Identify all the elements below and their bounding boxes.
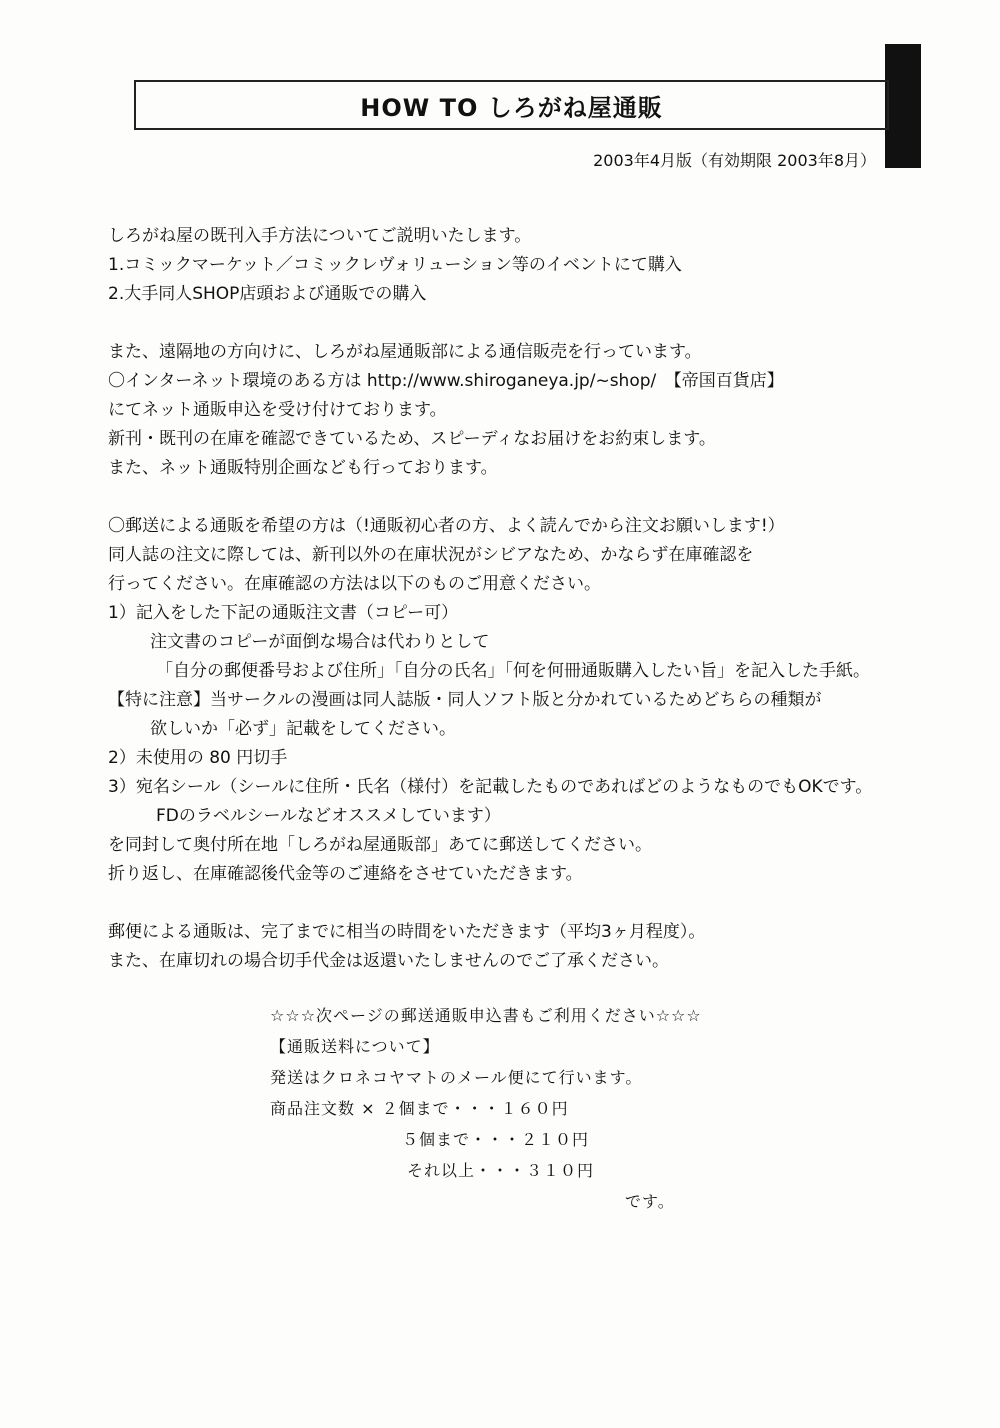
shipping-rate: 商品注文数 × ２個まで・・・１６０円 [270, 1099, 569, 1118]
mail-order-line: 3）宛名シール（シールに住所・氏名（様付）を記載したものであればどのようなものでもOKです。 [108, 777, 873, 797]
shipping-rate: それ以上・・・３１０円 [407, 1161, 595, 1180]
mail-order-line: 折り返し、在庫確認後代金等のご連絡をさせていただきます。 [108, 864, 583, 884]
internet-line: また、遠隔地の方向けに、しろがね屋通販部による通信販売を行っています。 [108, 342, 702, 362]
body-text [108, 222, 978, 976]
internet-line: にてネット通販申込を受け付けております。 [108, 400, 447, 420]
next-page-banner: ☆☆☆次ページの郵送通販申込書もご利用ください☆☆☆ [270, 1006, 702, 1025]
shipping-section [270, 1000, 870, 1217]
shipping-rate: ５個まで・・・２１０円 [402, 1130, 590, 1149]
mail-order-line: FDのラベルシールなどオススメしています） [156, 806, 501, 826]
intro-line: しろがね屋の既刊入手方法についてご説明いたします。 [108, 226, 532, 246]
mail-order-line: 2）未使用の 80 円切手 [108, 748, 288, 768]
intro-line: 1.コミックマーケット／コミックレヴォリューション等のイベントにて購入 [108, 255, 682, 275]
mail-order-line: 欲しいか「必ず」記載をしてください。 [150, 719, 456, 739]
shipping-closing: です。 [625, 1192, 675, 1211]
internet-line: また、ネット通販特別企画なども行っております。 [108, 458, 498, 478]
page-title: HOW TO しろがね屋通販 [360, 93, 663, 122]
mail-order-line: 行ってください。在庫確認の方法は以下のものご用意ください。 [108, 574, 601, 594]
shipping-heading: 【通販送料について】 [270, 1037, 440, 1056]
mail-order-line: 1）記入をした下記の通販注文書（コピー可） [108, 603, 459, 623]
shipping-carrier: 発送はクロネコヤマトのメール便にて行います。 [270, 1068, 643, 1087]
title-box [134, 80, 889, 130]
notice-line: 郵便による通販は、完了までに相当の時間をいただきます（平均3ヶ月程度）。 [108, 922, 706, 942]
internet-line: 〇インターネット環境のある方は http://www.shiroganeya.jp/~shop/ 【帝国百貨店】 [108, 371, 784, 391]
internet-line: 新刊・既刊の在庫を確認できているため、スピーディなお届けをお約束します。 [108, 429, 716, 449]
mail-order-line: を同封して奥付所在地「しろがね屋通販部」あてに郵送してください。 [108, 835, 652, 855]
mail-order-line: 「自分の郵便番号および住所」「自分の氏名」「何を何冊通販購入したい旨」を記入した手紙。 [156, 661, 870, 681]
mail-order-line: 同人誌の注文に際しては、新刊以外の在庫状況がシビアなため、かならず在庫確認を [108, 545, 754, 565]
mail-order-line: 注文書のコピーが面倒な場合は代わりとして [150, 632, 490, 652]
mail-order-line: 【特に注意】当サークルの漫画は同人誌版・同人ソフト版と分かれているためどちらの種類が [108, 690, 822, 710]
edition-note: 2003年4月版（有効期限 2003年8月） [593, 151, 876, 170]
mail-order-line: 〇郵送による通販を希望の方は（!通販初心者の方、よく読んでから注文お願いします!） [108, 516, 785, 536]
corner-tab-mark [885, 44, 921, 168]
intro-line: 2.大手同人SHOP店頭および通販での購入 [108, 284, 427, 304]
notice-line: また、在庫切れの場合切手代金は返還いたしませんのでご了承ください。 [108, 951, 669, 971]
